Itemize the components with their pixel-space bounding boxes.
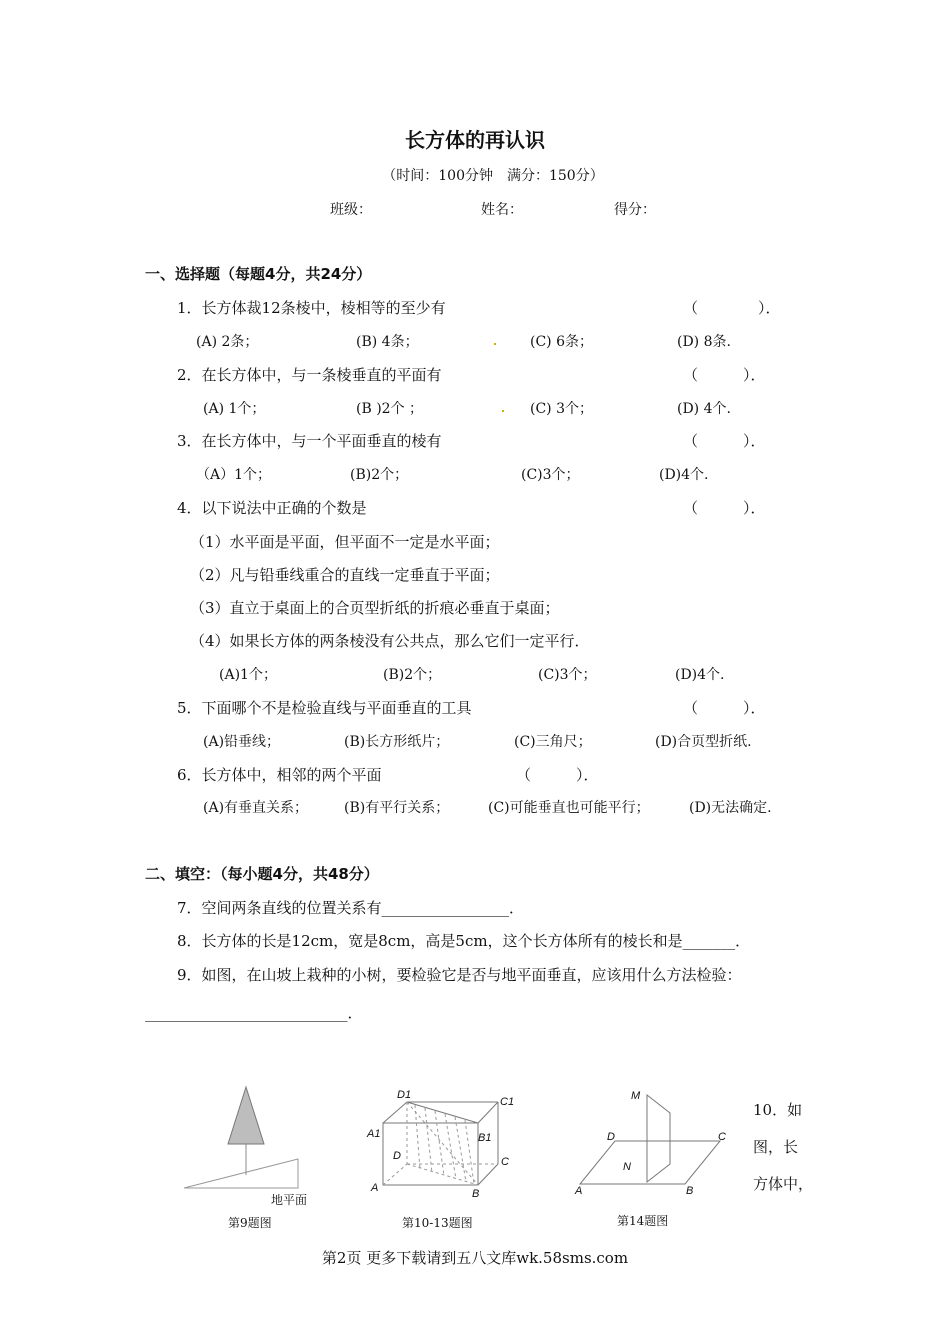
q2-text: 2．在长方体中，与一条棱垂直的平面有 — [177, 366, 442, 384]
q6-blank: （ ）． — [516, 766, 599, 784]
q2-option-c: (C) 3个； — [530, 401, 593, 417]
hatch-line — [425, 1108, 432, 1173]
label-n: N — [623, 1161, 631, 1173]
q2-blank: （ ）． — [683, 366, 766, 384]
figure-10-caption: 第10-13题图 — [402, 1216, 473, 1230]
hidden-edge-a-d — [383, 1164, 407, 1185]
page-title: 长方体的再认识 — [405, 128, 545, 152]
label-d: D — [607, 1131, 615, 1143]
q10-line-3: 方体中， — [753, 1175, 814, 1193]
q3-option-b: (B)2个； — [350, 467, 409, 483]
q1-option-a: (A) 2条； — [196, 334, 259, 350]
q2-option-d: (D) 4个. — [677, 401, 731, 417]
q7-text: 7．空间两条直线的位置关系有_________________． — [177, 899, 525, 917]
q4-statement-2: （2）凡与铅垂线重合的直线一定垂直于平面； — [190, 566, 500, 584]
hatch-line — [415, 1105, 420, 1169]
q5-text: 5．下面哪个不是检验直线与平面垂直的工具 — [177, 699, 472, 717]
q4-option-a: (A)1个； — [219, 667, 277, 683]
q6-option-c: (C)可能垂直也可能平行； — [488, 800, 650, 816]
label-a: A — [371, 1182, 379, 1194]
section2-heading: 二、填空：（每小题4分，共48分） — [145, 865, 379, 883]
q1-option-d: (D) 8条. — [677, 334, 731, 350]
q9-text: 9．如图，在山坡上栽种的小树，要检验它是否与地平面垂直，应该用什么方法检验： — [177, 966, 742, 984]
q6-text: 6．长方体中，相邻的两个平面 — [177, 766, 382, 784]
label-c1: C1 — [500, 1096, 515, 1108]
score-label: 得分： — [614, 202, 656, 218]
q2-option-a: (A) 1个； — [203, 401, 266, 417]
q3-option-a: （A）1个； — [196, 467, 272, 483]
q1-option-b: (B) 4条； — [356, 334, 419, 350]
q3-option-d: (D)4个. — [659, 467, 709, 483]
ground-label: 地平面 — [271, 1193, 308, 1207]
base-plane — [580, 1141, 720, 1184]
stray-mark — [494, 343, 496, 345]
q4-option-b: (B)2个； — [383, 667, 442, 683]
q3-option-c: (C)3个； — [521, 467, 580, 483]
edge-b-c — [478, 1164, 498, 1185]
slope-triangle — [184, 1159, 298, 1188]
tree-triangle — [228, 1087, 264, 1144]
label-b1: B1 — [478, 1132, 492, 1144]
hatch-line — [465, 1120, 474, 1184]
q6-option-d: (D)无法确定. — [689, 800, 772, 816]
hatch-line — [445, 1114, 456, 1179]
q4-statement-3: （3）直立于桌面上的合页型折纸的折痕必垂直于桌面； — [190, 599, 560, 617]
q2-option-b: (B )2个 ； — [356, 401, 424, 417]
name-label: 姓名： — [481, 202, 523, 218]
q4-statement-4: （4）如果长方体的两条棱没有公共点，那么它们一定平行． — [190, 632, 590, 650]
label-c: C — [718, 1131, 726, 1143]
hatch-line — [455, 1117, 466, 1182]
page-footer: 第2页 更多下载请到五八文库wk.58sms.com — [321, 1249, 629, 1267]
q5-option-d: (D)合页型折纸. — [655, 734, 752, 750]
class-label: 班级： — [330, 202, 372, 218]
q5-option-c: (C)三角尺； — [514, 734, 592, 750]
section1-heading: 一、选择题（每题4分，共24分） — [145, 265, 372, 283]
q4-option-d: (D)4个. — [675, 667, 725, 683]
q4-statement-1: （1）水平面是平面，但平面不一定是水平面； — [190, 533, 500, 551]
diagonal-d1-b1 — [407, 1102, 478, 1123]
q6-option-b: (B)有平行关系； — [344, 800, 450, 816]
q3-blank: （ ）． — [683, 432, 766, 450]
q1-text: 1．长方体裁12条棱中，棱相等的至少有 — [177, 299, 446, 317]
figure-14-caption: 第14题图 — [617, 1214, 669, 1228]
label-a: A — [575, 1185, 583, 1197]
q8-text: 8．长方体的长是12cm，宽是8cm，高是5cm，这个长方体所有的棱长和是_______． — [177, 932, 751, 950]
label-d: D — [393, 1150, 401, 1162]
page-subtitle: （时间：100分钟 满分：150分） — [382, 168, 604, 184]
figure-9-caption: 第9题图 — [228, 1216, 272, 1230]
folded-paper — [647, 1095, 670, 1182]
label-c: C — [501, 1156, 509, 1168]
q4-text: 4．以下说法中正确的个数是 — [177, 499, 367, 517]
q4-option-c: (C)3个； — [538, 667, 597, 683]
q1-option-c: (C) 6条； — [530, 334, 593, 350]
label-a1: A1 — [367, 1128, 381, 1140]
q3-text: 3．在长方体中，与一个平面垂直的棱有 — [177, 432, 442, 450]
label-b: B — [686, 1185, 694, 1197]
q5-option-a: (A)铅垂线； — [203, 734, 281, 750]
q10-line-1: 10．如 — [753, 1101, 803, 1119]
label-b: B — [472, 1188, 480, 1200]
stray-mark — [502, 410, 504, 412]
q10-line-2: 图，长 — [753, 1138, 799, 1156]
q1-blank: （ ）． — [683, 299, 781, 317]
q5-blank: （ ）． — [683, 699, 766, 717]
edge-b1-c1 — [478, 1102, 498, 1123]
label-d1: D1 — [397, 1089, 412, 1101]
q6-option-a: (A)有垂直关系； — [203, 800, 309, 816]
q5-option-b: (B)长方形纸片； — [344, 734, 450, 750]
label-m: M — [631, 1090, 641, 1102]
q9-answer-line: ___________________________． — [145, 1004, 363, 1022]
q4-blank: （ ）． — [683, 499, 766, 517]
edge-a1-d1 — [383, 1102, 407, 1123]
figure-14-diagram — [570, 1080, 730, 1195]
